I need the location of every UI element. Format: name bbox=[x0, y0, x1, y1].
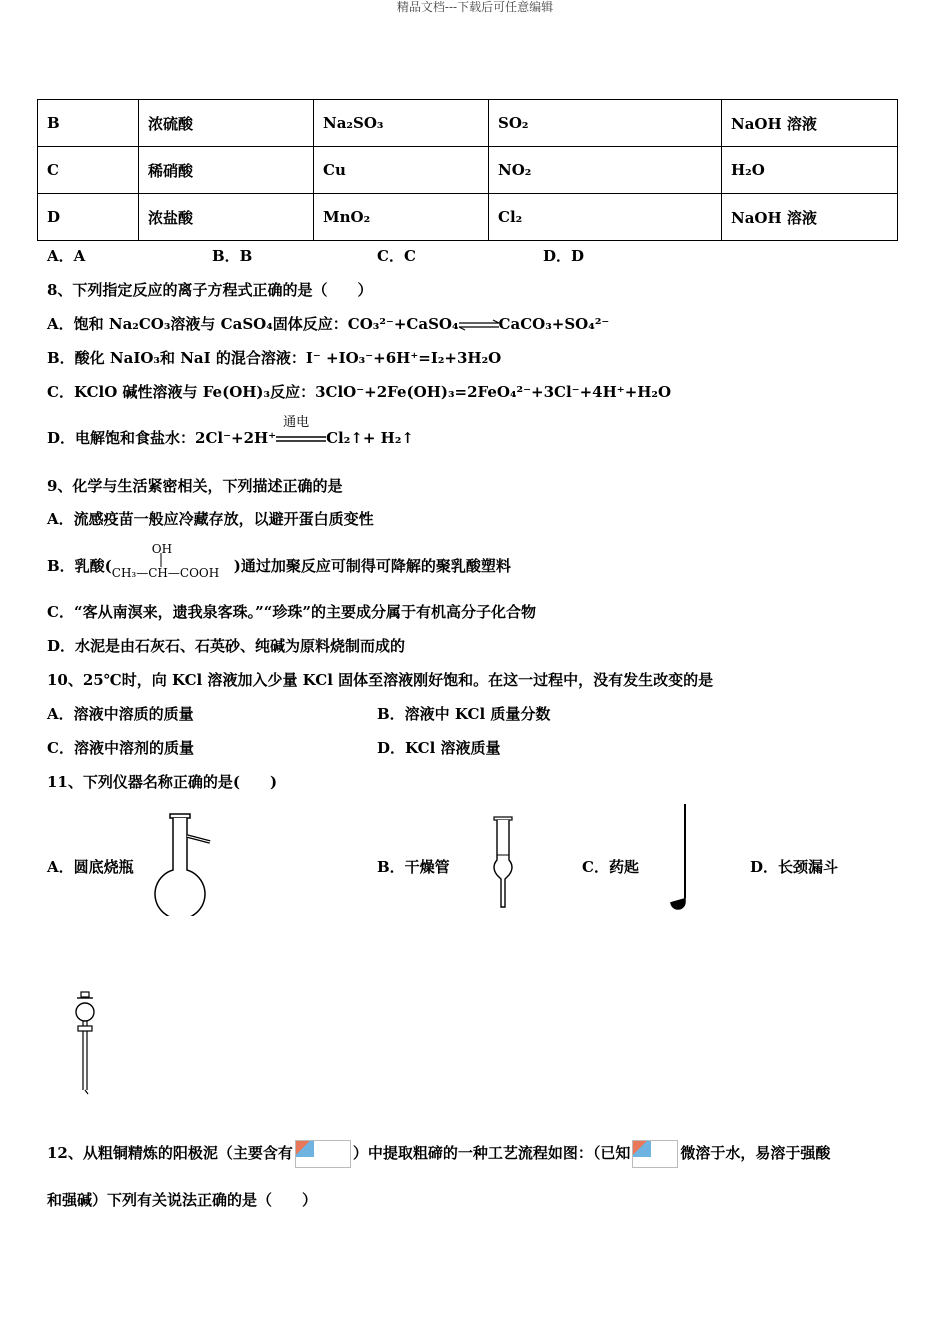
drying-tube-icon bbox=[490, 815, 516, 910]
table-cell: NaOH 溶液 bbox=[722, 194, 898, 241]
table-cell: B bbox=[38, 100, 139, 147]
q9-stem: 9、化学与生活紧密相关，下列描述正确的是 bbox=[47, 477, 343, 495]
electrolysis-arrow bbox=[276, 415, 326, 445]
q8-a-reactants: A．饱和 Na₂CO₃溶液与 CaSO₄固体反应：CO₃²⁻+CaSO₄ bbox=[47, 315, 459, 333]
q9-b-suffix: )通过加聚反应可制得可降解的聚乳酸塑料 bbox=[233, 557, 511, 575]
table-cell: C bbox=[38, 147, 139, 194]
spoon-icon bbox=[666, 802, 694, 914]
q8-option-b: B．酸化 NaIO₃和 NaI 的混合溶液：I⁻ +IO₃⁻+6H⁺=I₂+3H₂O bbox=[47, 349, 502, 367]
q8-option-c: C．KClO 碱性溶液与 Fe(OH)₃反应：3ClO⁻+2Fe(OH)₃=2FeO₄²⁻+3Cl⁻+4H⁺+H₂O bbox=[47, 383, 672, 401]
q11-option-b: B．干燥管 bbox=[377, 858, 450, 876]
q7-option-a: A．A bbox=[47, 247, 86, 265]
q11-stem: 11、下列仪器名称正确的是( ) bbox=[47, 773, 278, 791]
broken-image-icon bbox=[295, 1140, 351, 1168]
q12-part3: 微溶于水，易溶于强酸 bbox=[680, 1144, 831, 1162]
q10-option-d: D．KCl 溶液质量 bbox=[377, 739, 501, 757]
q11-option-a: A．圆底烧瓶 bbox=[47, 858, 134, 876]
q10-option-a: A．溶液中溶质的质量 bbox=[47, 705, 194, 723]
double-line-icon bbox=[276, 433, 326, 445]
q9-option-b bbox=[47, 542, 511, 580]
hydroxyl-label: OH bbox=[151, 542, 173, 556]
broken-image-icon bbox=[632, 1140, 678, 1168]
q10-stem: 10、25℃时，向 KCl 溶液加入少量 KCl 固体至溶液刚好饱和。在这一过程中，没有发生改变的是 bbox=[47, 671, 714, 689]
separatory-funnel-icon bbox=[70, 990, 100, 1096]
q9-b-prefix: B．乳酸( bbox=[47, 557, 112, 575]
q9-option-a: A．流感疫苗一般应冷藏存放，以避开蛋白质变性 bbox=[47, 510, 374, 528]
table-cell: MnO₂ bbox=[314, 194, 489, 241]
q8-d-products: Cl₂↑+ H₂↑ bbox=[326, 429, 414, 447]
page-header: 精品文档---下载后可任意编辑 bbox=[396, 0, 554, 14]
table-row bbox=[38, 100, 898, 147]
q10-option-b: B．溶液中 KCl 质量分数 bbox=[377, 705, 551, 723]
table-cell: NO₂ bbox=[489, 147, 722, 194]
q12-line-1 bbox=[47, 1140, 830, 1168]
table-cell: 稀硝酸 bbox=[139, 147, 314, 194]
table-cell: Cu bbox=[314, 147, 489, 194]
q9-option-c: C．“客从南溟来，遗我泉客珠。”“珍珠”的主要成分属于有机高分子化合物 bbox=[47, 603, 536, 621]
options-table bbox=[37, 99, 898, 241]
table-cell: Cl₂ bbox=[489, 194, 722, 241]
q8-option-a bbox=[47, 314, 609, 334]
q10-option-c: C．溶液中溶剂的质量 bbox=[47, 739, 194, 757]
table-cell: NaOH 溶液 bbox=[722, 100, 898, 147]
lactic-acid-structure bbox=[111, 542, 234, 580]
table-cell: H₂O bbox=[722, 147, 898, 194]
equilibrium-arrow-icon bbox=[459, 319, 499, 331]
q8-d-reactants: D．电解饱和食盐水：2Cl⁻+2H⁺ bbox=[47, 429, 277, 447]
q12-line-2: 和强碱）下列有关说法正确的是（ ） bbox=[47, 1191, 318, 1209]
table-row bbox=[38, 194, 898, 241]
q8-stem: 8、下列指定反应的离子方程式正确的是（ ） bbox=[47, 281, 373, 299]
q7-option-b: B．B bbox=[212, 247, 253, 265]
q12-part2: ）中提取粗碲的一种工艺流程如图：（已知 bbox=[352, 1144, 631, 1162]
q8-option-d bbox=[47, 415, 414, 448]
q12-part1: 12、从粗铜精炼的阳极泥（主要含有 bbox=[47, 1144, 293, 1162]
table-cell: D bbox=[38, 194, 139, 241]
table-cell: 浓盐酸 bbox=[139, 194, 314, 241]
table-cell: Na₂SO₃ bbox=[314, 100, 489, 147]
carbon-chain: CH₃—CH—COOH bbox=[111, 566, 220, 580]
table-cell: SO₂ bbox=[489, 100, 722, 147]
q7-option-d: D．D bbox=[543, 247, 585, 265]
electrolysis-condition: 通电 bbox=[283, 415, 310, 430]
table-cell: 浓硫酸 bbox=[139, 100, 314, 147]
q8-a-products: CaCO₃+SO₄²⁻ bbox=[498, 315, 610, 333]
q9-option-d: D．水泥是由石灰石、石英砂、纯碱为原料烧制而成的 bbox=[47, 637, 406, 655]
q7-option-c: C．C bbox=[377, 247, 416, 265]
q11-option-d: D．长颈漏斗 bbox=[750, 858, 839, 876]
distillation-flask-icon bbox=[148, 812, 218, 916]
q11-option-c: C．药匙 bbox=[582, 858, 639, 876]
table-row bbox=[38, 147, 898, 194]
